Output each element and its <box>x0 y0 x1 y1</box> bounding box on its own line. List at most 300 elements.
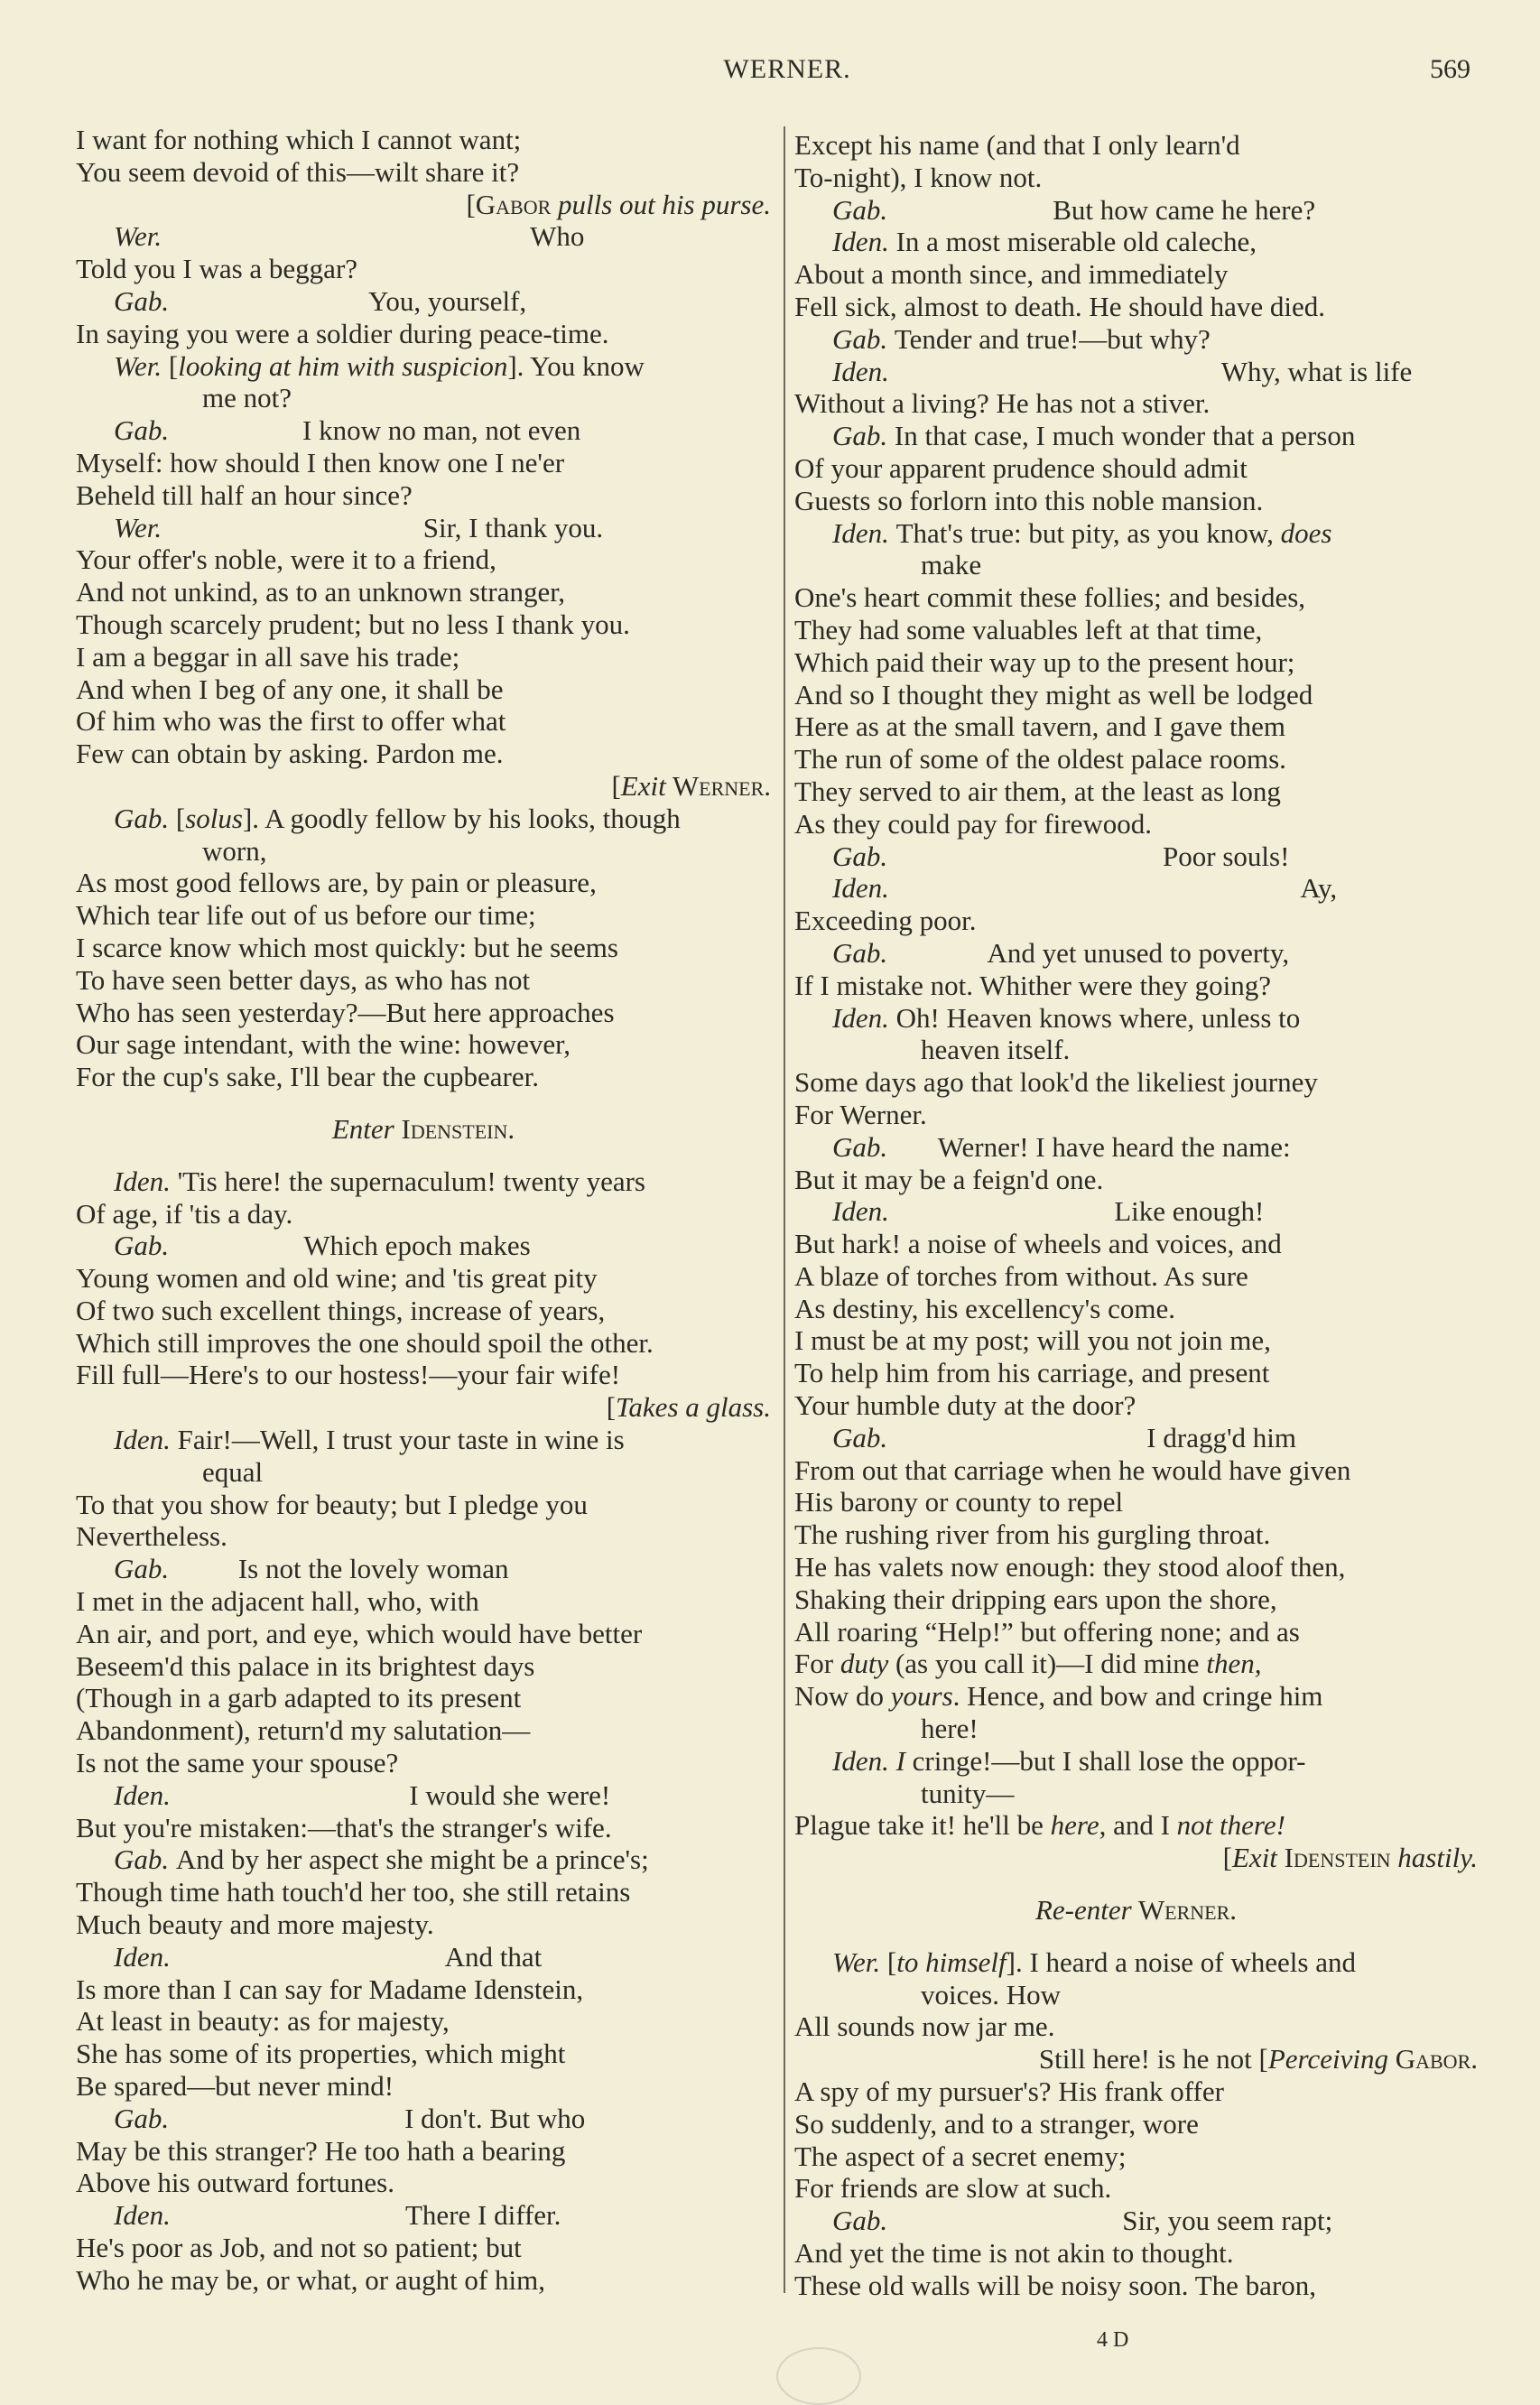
verse-line <box>794 1648 1478 1680</box>
speaker-name: Iden. <box>114 2199 171 2232</box>
line-text <box>76 2070 394 2103</box>
line-text <box>409 1779 610 1812</box>
verse-line <box>76 2232 771 2264</box>
verse-line <box>794 1131 1478 1164</box>
line-text <box>302 414 580 447</box>
verse-line <box>794 1002 1478 1035</box>
text-segment: Now do <box>794 1680 891 1713</box>
text-segment: The run of some of the oldest palace rooms. <box>794 743 1286 775</box>
text-segment: Gab. <box>114 802 176 834</box>
verse-line <box>794 420 1478 452</box>
verse-line <box>76 964 771 997</box>
verse-line <box>794 162 1478 194</box>
verse-line <box>794 1034 1478 1066</box>
text-segment: For the cup's sake, I'll bear the cupbearer. <box>76 1061 539 1093</box>
verse-line <box>794 970 1478 1002</box>
verse-line <box>794 2237 1478 2270</box>
line-text <box>794 775 1281 808</box>
speaker-name: Gab. <box>114 414 170 447</box>
verse-line <box>76 1456 771 1489</box>
verse-line <box>76 382 771 414</box>
line-text <box>794 710 1285 743</box>
text-segment: Fair!—Well, I trust your taste in wine is <box>177 1424 625 1456</box>
text-segment: Told you I was a beggar? <box>76 253 358 285</box>
verse-line <box>794 1809 1478 1842</box>
line-text <box>76 1812 612 1844</box>
line-text <box>76 1908 434 1941</box>
text-segment: You seem devoid of this—wilt share it? <box>76 155 520 188</box>
verse-line <box>76 1941 771 1973</box>
line-text <box>423 512 603 544</box>
line-text <box>76 1682 521 1714</box>
line-text <box>76 1198 292 1230</box>
line-text <box>794 2010 1054 2043</box>
speaker-name: Gab. <box>832 840 888 872</box>
verse-line <box>794 226 1478 258</box>
stage-direction <box>76 1391 771 1424</box>
verse-line <box>794 2140 1478 2173</box>
line-text <box>794 1616 1300 1648</box>
line-text <box>794 646 1294 679</box>
verse-line <box>76 803 771 835</box>
text-segment: worn, <box>202 834 267 867</box>
text-segment: Iden. I <box>832 1744 905 1777</box>
verse-line <box>76 2038 771 2070</box>
text-segment: Werner. <box>1131 1894 1238 1927</box>
text-segment: You, yourself, <box>368 284 527 317</box>
verse-line <box>76 1618 771 1650</box>
verse-line <box>794 1164 1478 1196</box>
line-text <box>921 549 981 581</box>
line-text <box>794 1099 927 1131</box>
verse-line <box>794 1357 1478 1389</box>
line-text <box>832 226 1257 258</box>
verse-line <box>794 1389 1478 1422</box>
text-segment: I am a beggar in all save his trade; <box>76 640 460 673</box>
line-text <box>76 1618 642 1650</box>
text-segment: They had some valuables left at that time, <box>794 613 1263 645</box>
stage-direction <box>76 189 771 221</box>
line-text <box>832 1002 1300 1035</box>
text-segment: Like enough! <box>1114 1195 1265 1228</box>
verse-line <box>794 2043 1478 2075</box>
text-segment: In a most miserable old caleche, <box>895 226 1257 258</box>
text-segment: At least in beauty: as for majesty, <box>76 2005 450 2038</box>
verse-line <box>76 1424 771 1456</box>
text-segment: heaven itself. <box>921 1034 1071 1066</box>
verse-line <box>76 1973 771 2006</box>
text-segment: He's poor as Job, and not so patient; but <box>76 2232 522 2263</box>
verse-line <box>794 1066 1478 1099</box>
text-segment: Tender and true!—but why? <box>894 322 1211 355</box>
line-text <box>114 350 645 383</box>
text-segment: But hark! a noise of wheels and voices, and <box>794 1228 1282 1260</box>
text-segment: hastily. <box>1390 1842 1478 1874</box>
verse-line <box>76 1553 771 1585</box>
line-text <box>76 1747 398 1779</box>
line-text <box>76 705 506 738</box>
verse-line <box>794 1486 1478 1518</box>
text-segment: Our sage intendant, with the wine: however, <box>76 1028 571 1061</box>
text-segment: Your humble duty at the door? <box>794 1389 1136 1422</box>
line-text <box>76 1113 771 1146</box>
verse-line <box>76 350 771 383</box>
verse-line <box>76 1714 771 1747</box>
text-segment: As destiny, his excellency's come. <box>794 1292 1175 1324</box>
line-text <box>1163 840 1289 873</box>
line-text <box>76 641 459 673</box>
text-segment: His barony or county to repel <box>794 1486 1124 1518</box>
line-text <box>76 1876 630 1908</box>
text-segment: not there! <box>1176 1809 1285 1842</box>
text-segment: Exit <box>620 769 666 802</box>
verse-line <box>76 253 771 285</box>
line-text <box>76 1028 571 1061</box>
text-segment: Abandonment), return'd my salutation— <box>76 1714 531 1747</box>
line-text <box>794 614 1262 646</box>
line-text <box>114 1843 649 1876</box>
text-segment: Of two such excellent things, increase of years, <box>76 1294 606 1326</box>
text-segment: ]. A goodly fellow by his looks, though <box>242 802 681 834</box>
verse-line <box>76 1198 771 1230</box>
line-text <box>794 258 1228 291</box>
line-text <box>794 905 976 937</box>
text-segment: Oh! Heaven knows where, unless to <box>895 1001 1301 1034</box>
text-segment: For Werner. <box>794 1098 927 1130</box>
text-segment: And by her aspect she might be a prince's; <box>175 1843 649 1876</box>
line-text <box>76 318 609 350</box>
verse-line <box>76 479 771 512</box>
line-text <box>76 964 530 997</box>
line-text <box>794 2140 1127 2173</box>
line-text <box>794 452 1248 485</box>
text-segment: Idenstein. <box>394 1112 515 1145</box>
text-segment: A spy of my pursuer's? His frank offer <box>794 2075 1224 2108</box>
text-segment: But you're mistaken:—that's the stranger's wife. <box>76 1811 612 1843</box>
line-text <box>76 738 504 770</box>
verse-line <box>76 1327 771 1360</box>
line-text <box>76 673 504 706</box>
verse-line <box>76 512 771 544</box>
line-text <box>368 285 526 318</box>
text-segment: Of your apparent prudence should admit <box>794 451 1248 484</box>
line-text <box>794 1809 1285 1842</box>
speaker-name: Gab. <box>114 284 170 317</box>
verse-line <box>76 2103 771 2135</box>
verse-line <box>76 867 771 899</box>
line-text <box>794 387 1210 420</box>
text-segment: make <box>921 549 982 581</box>
line-text <box>114 1165 645 1198</box>
line-text <box>921 1979 1061 2011</box>
line-text <box>987 937 1289 970</box>
verse-line <box>76 576 771 608</box>
line-text <box>76 867 597 899</box>
verse-line <box>794 258 1478 291</box>
text-segment: May be this stranger? He too hath a bearing <box>76 2134 566 2167</box>
text-segment: [ <box>606 1391 617 1424</box>
line-text <box>794 1680 1322 1713</box>
verse-line <box>794 775 1478 808</box>
verse-line <box>76 1843 771 1876</box>
text-segment: They served to air them, at the least as long <box>794 775 1281 807</box>
text-segment: All sounds now jar me. <box>794 2010 1055 2043</box>
speaker-name: Gab. <box>832 193 888 226</box>
signature-mark: 4 D <box>1097 2328 1129 2352</box>
text-segment: I dragg'd him <box>1146 1421 1297 1453</box>
line-text <box>76 447 564 479</box>
text-segment: then, <box>1206 1648 1262 1680</box>
line-text <box>76 2232 522 2264</box>
line-text <box>794 1894 1478 1927</box>
text-segment: I scarce know which most quickly: but he seems <box>76 931 618 963</box>
text-segment: (Though in a garb adapted to its present <box>76 1682 522 1714</box>
text-segment: Werner! I have heard the name: <box>937 1130 1291 1163</box>
text-segment: Iden. <box>114 1424 178 1456</box>
text-segment: Be spared—but never mind! <box>76 2070 394 2103</box>
verse-line <box>794 1228 1478 1260</box>
text-segment: duty <box>840 1648 889 1680</box>
verse-line <box>794 1946 1478 1979</box>
text-segment: Of age, if 'tis a day. <box>76 1197 293 1230</box>
line-text <box>794 1551 1345 1583</box>
verse-line <box>794 808 1478 840</box>
text-segment: To-night), I know not. <box>794 161 1043 193</box>
text-segment: Gab. <box>832 322 895 355</box>
text-segment: About a month since, and immediately <box>794 258 1229 291</box>
verse-line <box>76 1585 771 1618</box>
verse-line <box>76 318 771 350</box>
library-stamp <box>776 2347 861 2405</box>
line-text <box>76 1262 598 1295</box>
text-segment: Young women and old wine; and 'tis great pity <box>76 1262 598 1295</box>
speaker-name: Wer. <box>114 220 162 253</box>
text-segment: voices. How <box>921 1978 1061 2010</box>
line-text <box>405 2199 561 2232</box>
verse-line <box>76 2135 771 2168</box>
verse-line <box>76 835 771 868</box>
verse-line <box>76 2070 771 2103</box>
line-text <box>794 1164 1103 1196</box>
text-segment: Iden. <box>832 226 896 258</box>
speaker-name: Iden. <box>114 1778 171 1811</box>
text-segment: I don't. But who <box>404 2102 586 2134</box>
text-segment: Exit <box>1232 1842 1277 1874</box>
text-segment: Takes a glass. <box>616 1391 771 1424</box>
line-text <box>938 1131 1291 1164</box>
verse-line <box>794 452 1478 485</box>
verse-line <box>794 905 1478 937</box>
text-segment: Much beauty and more majesty. <box>76 1908 434 1941</box>
line-text <box>76 2135 565 2168</box>
verse-line <box>794 387 1478 420</box>
text-segment: In saying you were a soldier during peace-time. <box>76 317 609 349</box>
line-text <box>76 1327 654 1360</box>
text-segment: But it may be a feign'd one. <box>794 1163 1104 1195</box>
line-text <box>76 124 521 156</box>
line-text <box>794 2237 1233 2270</box>
verse-line <box>794 485 1478 517</box>
line-text <box>238 1553 509 1585</box>
verse-line <box>76 285 771 318</box>
verse-line <box>794 1293 1478 1325</box>
verse-line <box>76 1650 771 1683</box>
text-segment: And that <box>444 1940 543 1973</box>
text-segment: And when I beg of any one, it shall be <box>76 673 504 705</box>
line-text <box>794 1518 1270 1551</box>
text-segment: tunity— <box>921 1777 1015 1809</box>
text-segment: But how came he here? <box>1053 193 1316 226</box>
text-segment: In that case, I much wonder that a person <box>894 420 1356 452</box>
verse-line <box>76 1779 771 1812</box>
verse-line <box>794 1454 1478 1487</box>
line-text <box>794 1583 1277 1616</box>
verse-line <box>794 291 1478 323</box>
text-segment: Shaking their dripping ears upon the shore, <box>794 1583 1277 1615</box>
line-text <box>921 1713 979 1745</box>
line-text <box>794 485 1263 517</box>
line-text <box>445 1941 543 1973</box>
verse-line <box>794 1195 1478 1228</box>
verse-line <box>76 673 771 706</box>
verse-line <box>76 1682 771 1714</box>
text-segment: I met in the adjacent hall, who, with <box>76 1585 479 1618</box>
text-segment: Gab. <box>832 420 895 452</box>
verse-line <box>76 1061 771 1093</box>
verse-line <box>76 1359 771 1391</box>
verse-line <box>76 1520 771 1553</box>
line-text <box>1039 2043 1478 2075</box>
text-segment: Perceiving <box>1267 2043 1388 2075</box>
blank-line <box>76 1093 771 1113</box>
text-segment: If I mistake not. Whither were they going? <box>794 969 1271 1001</box>
verse-line <box>794 1260 1478 1293</box>
speaker-name: Gab. <box>114 1553 170 1585</box>
line-text <box>76 997 615 1029</box>
speaker-name: Iden. <box>832 1195 889 1228</box>
text-segment: And yet unused to poverty, <box>987 936 1290 969</box>
text-segment: I must be at my post; will you not join me, <box>794 1324 1271 1357</box>
text-segment: One's heart commit these follies; and besides, <box>794 581 1306 614</box>
text-segment: ]. You know <box>507 349 645 382</box>
verse-line <box>794 323 1478 356</box>
verse-line <box>794 1979 1478 2011</box>
text-segment: Some days ago that look'd the likeliest journey <box>794 1066 1318 1099</box>
scene-heading <box>794 1894 1478 1927</box>
text-segment: equal <box>202 1455 264 1488</box>
line-text <box>76 2038 565 2070</box>
line-text <box>76 1489 588 1521</box>
text-segment: [ <box>886 1945 897 1978</box>
column-divider <box>784 126 785 2293</box>
text-segment: To have seen better days, as who has not <box>76 963 531 996</box>
text-segment: yours <box>890 1680 953 1713</box>
line-text <box>794 808 1152 840</box>
line-text <box>794 1389 1136 1422</box>
line-text <box>76 2167 394 2199</box>
blank-line <box>794 1874 1478 1894</box>
text-segment: here <box>1050 1809 1099 1842</box>
verse-line <box>76 2005 771 2038</box>
text-segment: Wer. <box>114 349 169 382</box>
verse-line <box>794 194 1478 227</box>
verse-line <box>794 1099 1478 1131</box>
text-segment: Is not the same your spouse? <box>76 1747 399 1779</box>
line-text <box>466 189 771 221</box>
line-text <box>114 803 681 835</box>
text-segment: Poor souls! <box>1163 840 1290 872</box>
text-segment: I would she were! <box>409 1778 611 1811</box>
text-segment: I want for nothing which I cannot want; <box>76 124 522 155</box>
left-column <box>76 124 771 2297</box>
text-segment: Who he may be, or what, or aught of him, <box>76 2263 545 2296</box>
text-segment: Myself: how should I then know one I ne'er <box>76 446 565 478</box>
text-segment: Beheld till half an hour since? <box>76 478 413 511</box>
text-segment: She has some of its properties, which might <box>76 2038 566 2070</box>
line-text <box>76 1650 534 1683</box>
text-segment: Which tear life out of us before our time; <box>76 899 536 932</box>
line-text <box>76 576 565 608</box>
text-segment: I know no man, not even <box>302 414 581 447</box>
verse-line <box>76 1812 771 1844</box>
text-segment: here! <box>921 1713 979 1745</box>
text-segment: Is more than I can say for Madame Idenstein, <box>76 1973 584 2005</box>
verse-line <box>76 997 771 1029</box>
text-segment: And so I thought they might as well be lodged <box>794 678 1313 710</box>
text-segment: (as you call it)—I did mine <box>888 1648 1207 1680</box>
verse-line <box>76 1876 771 1908</box>
verse-line <box>794 872 1478 905</box>
verse-line <box>794 1583 1478 1616</box>
line-text <box>76 1061 539 1093</box>
text-segment: ]. I heard a noise of wheels and <box>1006 1945 1356 1978</box>
verse-line <box>794 1713 1478 1745</box>
line-text <box>832 1745 1306 1778</box>
text-segment: Who <box>530 220 585 253</box>
text-segment: cringe!—but I shall lose the oppor- <box>905 1744 1306 1777</box>
text-segment: , and I <box>1099 1809 1177 1842</box>
speaker-name: Gab. <box>114 2102 170 2134</box>
text-segment: [ <box>168 349 179 382</box>
text-segment: Is not the lovely woman <box>237 1553 509 1585</box>
line-text <box>76 1973 583 2006</box>
line-text <box>794 1324 1271 1357</box>
verse-line <box>794 1422 1478 1454</box>
text-segment: Why, what is life <box>1220 355 1413 387</box>
text-segment: To help him from his carriage, and present <box>794 1357 1270 1389</box>
verse-line <box>76 705 771 738</box>
line-text <box>303 1230 530 1262</box>
text-segment: Which still improves the one should spoil the other. <box>76 1326 654 1359</box>
text-segment: [ <box>1222 1842 1232 1874</box>
text-segment: solus <box>185 802 243 834</box>
text-segment: Fill full—Here's to our hostess!—your fair wife! <box>76 1359 621 1391</box>
line-text <box>1053 194 1315 227</box>
line-text <box>832 517 1331 550</box>
text-segment: The aspect of a secret enemy; <box>794 2140 1127 2172</box>
verse-line <box>76 1295 771 1327</box>
line-text <box>794 1260 1248 1293</box>
verse-line <box>76 738 771 770</box>
line-text <box>76 1359 620 1391</box>
text-segment: Here as at the small tavern, and I gave them <box>794 710 1285 743</box>
line-text <box>611 770 771 803</box>
text-segment: looking at him with suspicion <box>178 349 508 382</box>
verse-line <box>76 2167 771 2199</box>
speaker-name: Iden. <box>832 355 889 387</box>
verse-line <box>76 124 771 156</box>
text-segment: As they could pay for firewood. <box>794 807 1153 840</box>
